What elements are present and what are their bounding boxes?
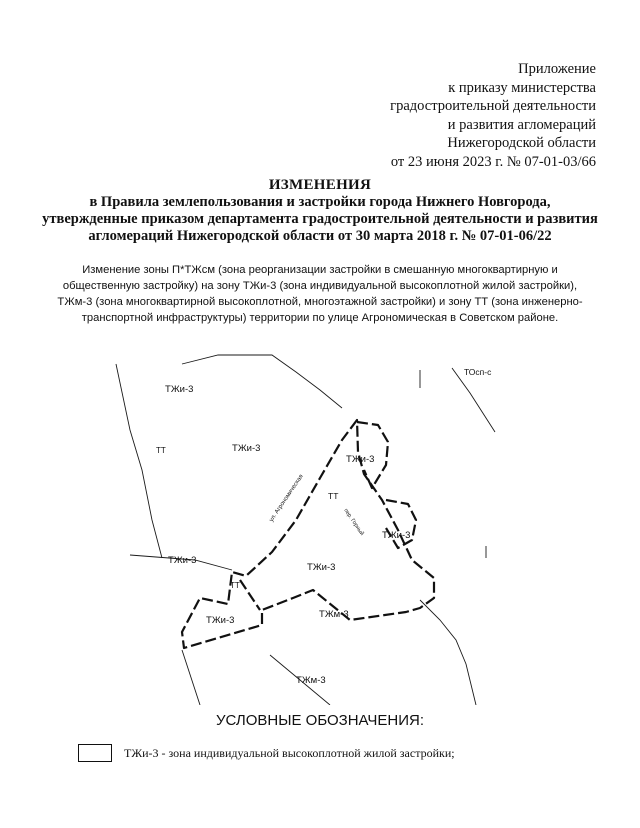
appendix-line: Приложение	[518, 61, 596, 77]
boundary-right-arc	[420, 600, 476, 705]
appendix-line: Нижегородской области	[447, 135, 596, 151]
appendix-block	[390, 60, 596, 171]
zone-label: ТЖи-3	[165, 384, 194, 395]
zone-label: ТЖи-3	[206, 615, 235, 626]
document-subtitle: в Правила землепользования и застройки города Нижнего Новгорода, утвержденные приказом департамента градостроительной деятельности и развития агломераций Нижегородской области от 30 марта 2018 г. № 07-01-06/22	[42, 194, 598, 244]
appendix-line: и развития агломераций	[447, 116, 596, 133]
legend-swatch	[78, 744, 112, 762]
appendix-line: градостроительной деятельности	[390, 98, 596, 114]
zone-boundaries	[116, 355, 495, 705]
zone-label: ТЖи-3	[232, 443, 261, 454]
appendix-line: к приказу министерства	[448, 79, 596, 96]
legend-heading: УСЛОВНЫЕ ОБОЗНАЧЕНИЯ:	[215, 712, 424, 729]
appendix-line: от 23 июня 2023 г. № 07-01-03/66	[390, 153, 596, 170]
document-title: ИЗМЕНЕНИЯ	[268, 177, 372, 193]
zone-label: ТЖм-3	[319, 609, 349, 620]
zone-label: ТЖи-3	[307, 562, 336, 573]
boundary-top-block	[182, 355, 342, 408]
zoning-map	[0, 345, 640, 705]
change-description: Изменение зоны П*ТЖсм (зона реорганизации застройки в смешанную многоквартирную и общественную застройку) на зону ТЖи-3 (зона индивидуальной высокоплотной жилой застройки), ТЖм-3 (зона многоквартирной высокоплотной, многоэтажной застройки) и зону ТТ (зона инженерно-транспортной инфраструктуры) территории по улице Агрономическая в Советском районе.	[57, 264, 583, 324]
zone-label: ТЖи-3	[168, 555, 197, 566]
boundary-mid-zone	[240, 580, 260, 610]
boundary-left-edge	[116, 364, 162, 558]
zone-label: ТТ	[328, 491, 339, 501]
legend-item	[78, 743, 455, 763]
zone-label: ТЖм-3	[296, 675, 326, 686]
zone-label: ТТ	[156, 446, 166, 455]
street-label: ул. Агрономическая	[268, 473, 305, 524]
zone-label: ТЖи-3	[346, 454, 375, 465]
zone-label: ТОсп-с	[464, 367, 492, 377]
zone-label: ТЖи-3	[382, 530, 411, 541]
legend-item-label: ТЖи-3 - зона индивидуальной высокоплотной жилой застройки;	[124, 745, 455, 760]
boundary-tosp	[452, 368, 495, 432]
zone-label: ТТ	[230, 581, 240, 590]
boundary-bottom-left	[182, 650, 200, 705]
street-label: пер. Горный	[342, 507, 365, 537]
